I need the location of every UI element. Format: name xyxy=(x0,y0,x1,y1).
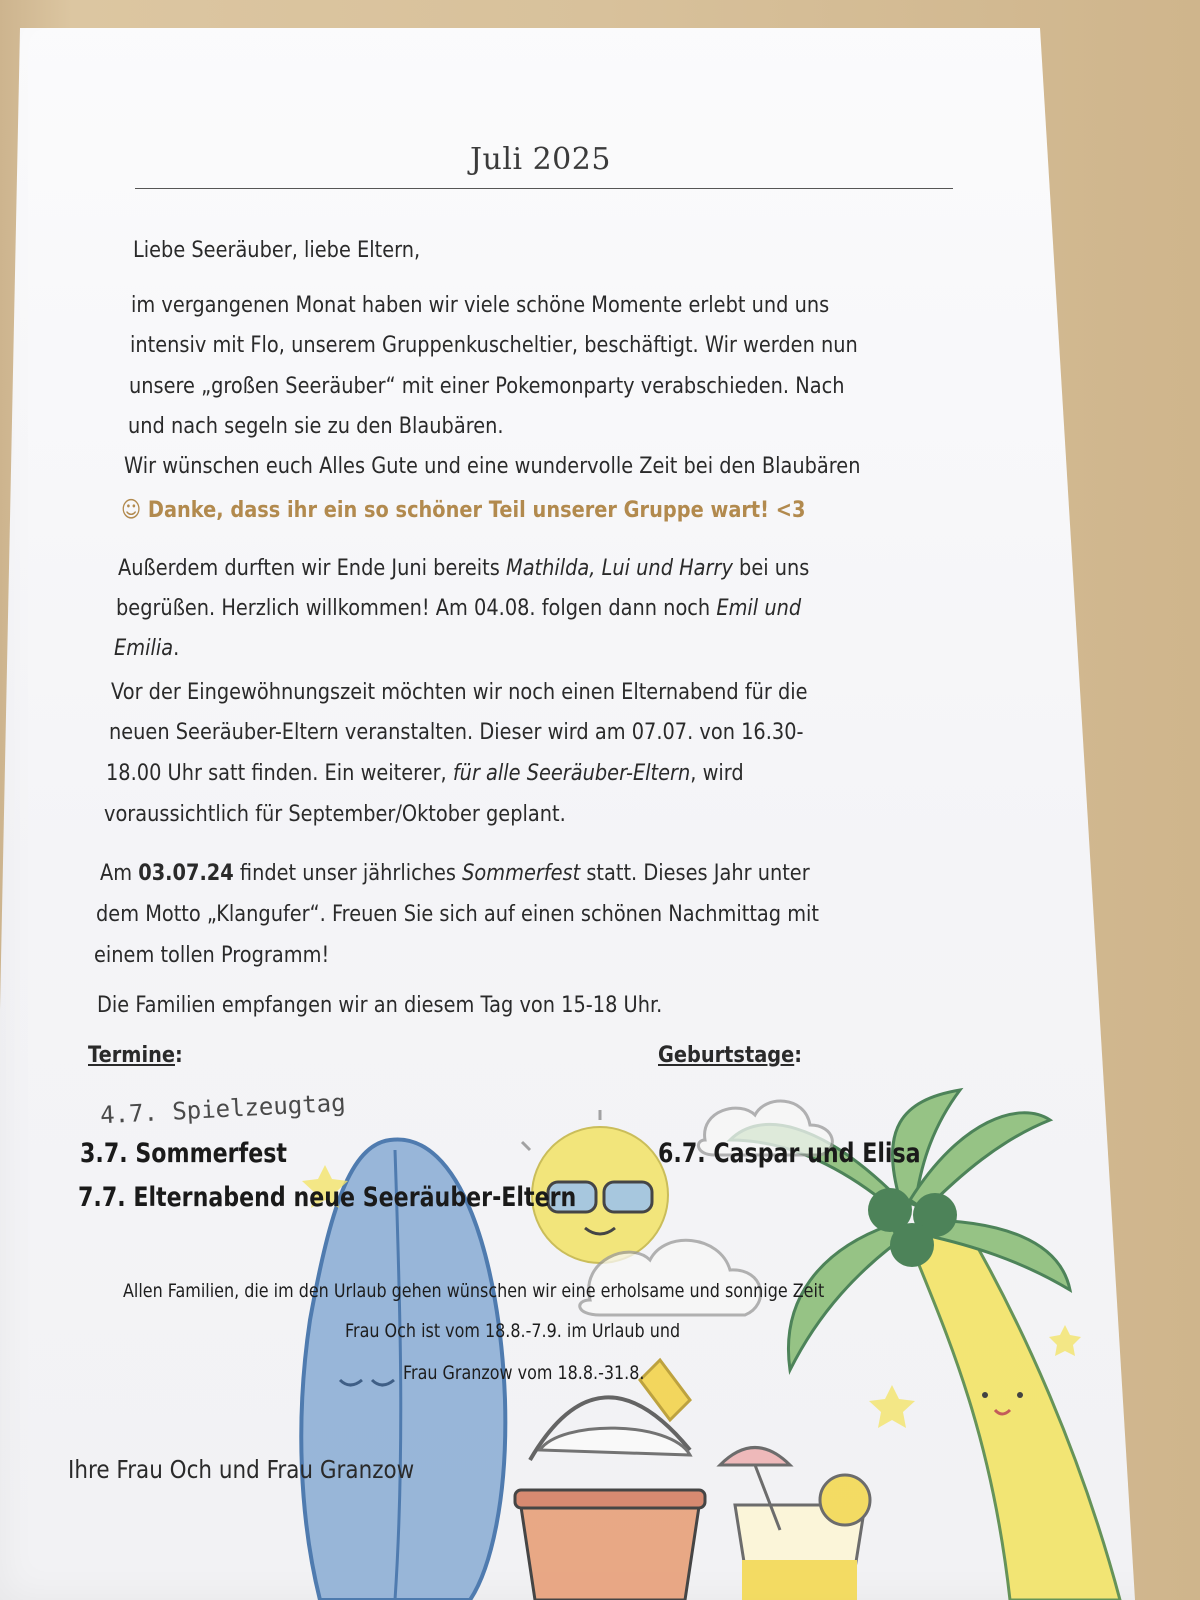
termine-heading: Termine: xyxy=(88,1042,183,1068)
birthday-item: 6.7. Caspar und Elisa xyxy=(658,1138,921,1169)
signature: Ihre Frau Och und Frau Granzow xyxy=(68,1455,415,1484)
paragraph-line: Am 03.07.24 findet unser jährliches Sommerfest statt. Dieses Jahr unter xyxy=(100,860,810,886)
termin-item: 7.7. Elternabend neue Seeräuber-Eltern xyxy=(78,1182,577,1213)
vacation-line: Allen Familien, die im den Urlaub gehen wünschen wir eine erholsame und sonnige Zeit xyxy=(123,1280,825,1302)
greeting: Liebe Seeräuber, liebe Eltern, xyxy=(133,237,421,263)
cocktail-glass-icon xyxy=(720,1448,870,1600)
paragraph-line: neuen Seeräuber-Eltern veranstalten. Dieser wird am 07.07. von 16.30- xyxy=(109,719,804,745)
paragraph-line: Emilia. xyxy=(114,635,180,661)
page-title: Juli 2025 xyxy=(470,142,611,177)
sand-bucket-icon xyxy=(515,1360,705,1600)
handwritten-note: 4.7. Spielzeugtag xyxy=(99,1088,347,1130)
vacation-line: Frau Granzow vom 18.8.-31.8. xyxy=(403,1362,645,1384)
paragraph-line: Außerdem durften wir Ende Juni bereits Mathilda, Lui und Harry bei uns xyxy=(118,555,810,581)
paragraph-line: Wir wünschen euch Alles Gute und eine wundervolle Zeit bei den Blaubären xyxy=(124,453,861,479)
paragraph-line: intensiv mit Flo, unserem Gruppenkuscheltier, beschäftigt. Wir werden nun xyxy=(130,332,858,358)
thank-you-line: ☺ Danke, dass ihr ein so schöner Teil unserer Gruppe wart! <3 xyxy=(121,497,806,523)
paragraph-line: Die Familien empfangen wir an diesem Tag von 15-18 Uhr. xyxy=(97,992,663,1018)
paragraph-line: einem tollen Programm! xyxy=(94,942,330,968)
paragraph-line: voraussichtlich für September/Oktober geplant. xyxy=(104,801,566,827)
paragraph-line: Vor der Eingewöhnungszeit möchten wir noch einen Elternabend für die xyxy=(111,679,808,705)
title-divider xyxy=(135,188,953,189)
paragraph-line: unsere „großen Seeräuber“ mit einer Pokemonparty verabschieden. Nach xyxy=(129,373,845,399)
paragraph-line: begrüßen. Herzlich willkommen! Am 04.08. folgen dann noch Emil und xyxy=(116,595,802,621)
termin-item: 3.7. Sommerfest xyxy=(80,1138,287,1169)
paragraph-line: im vergangenen Monat haben wir viele schöne Momente erlebt und uns xyxy=(131,292,830,318)
paragraph-line: dem Motto „Klangufer“. Freuen Sie sich auf einen schönen Nachmittag mit xyxy=(96,901,820,927)
paragraph-line: 18.00 Uhr satt finden. Ein weiterer, für alle Seeräuber-Eltern, wird xyxy=(106,760,744,786)
paragraph-line: und nach segeln sie zu den Blaubären. xyxy=(128,413,504,439)
vacation-line: Frau Och ist vom 18.8.-7.9. im Urlaub und xyxy=(345,1320,681,1342)
geburtstage-heading: Geburtstage: xyxy=(658,1042,802,1068)
